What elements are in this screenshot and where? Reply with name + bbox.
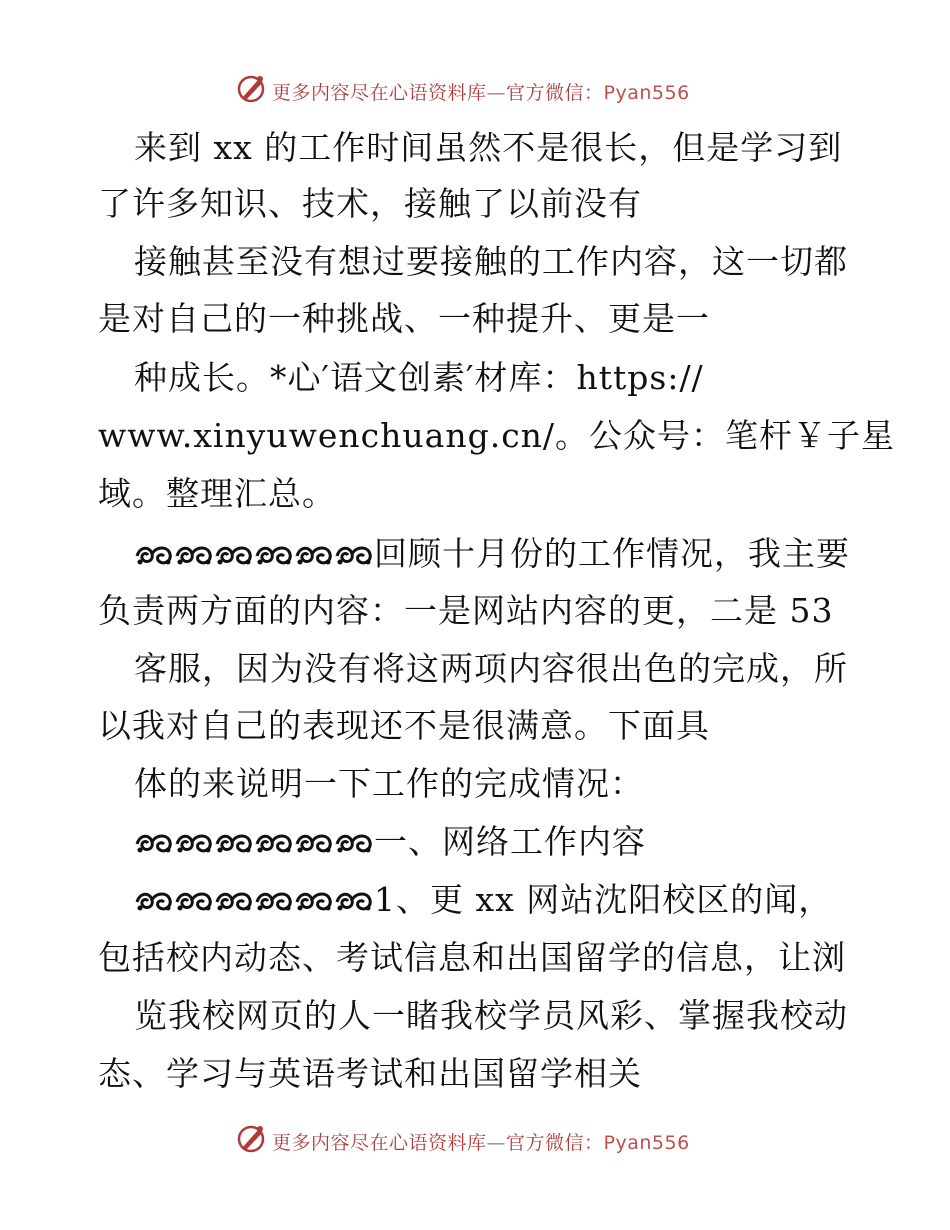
floral-dingbat-icon <box>134 534 174 573</box>
paragraph-line: 域。整理汇总。 <box>98 474 336 513</box>
paragraph-line: 包括校内动态、考试信息和出国留学的信息，让浏 <box>98 938 846 977</box>
floral-dingbat-icon <box>174 534 214 573</box>
pen-logo-icon <box>236 1122 268 1154</box>
paragraph-line: 是对自己的一种挑战、一种提升、更是一 <box>98 299 710 338</box>
floral-dingbat-icon <box>294 822 334 861</box>
floral-dingbat-icon <box>254 880 294 919</box>
floral-dingbat-icon <box>334 822 374 861</box>
ornament-row <box>134 822 374 861</box>
ornament-paragraph-line: 回顾十月份的工作情况，我主要 <box>134 534 850 574</box>
paragraph-line: 体的来说明一下工作的完成情况： <box>134 764 644 803</box>
floral-dingbat-icon <box>134 822 174 861</box>
floral-dingbat-icon <box>334 534 374 573</box>
paragraph-line: 来到 xx 的工作时间虽然不是很长，但是学习到 <box>134 128 843 167</box>
paragraph-line: www.xinyuwenchuang.cn/。公众号：笔杆￥子星 <box>98 416 896 455</box>
ornament-row <box>134 534 374 573</box>
paragraph-line: 种成长。*心′语文创素′材库：https:// <box>134 358 704 397</box>
pen-logo-icon <box>236 72 268 104</box>
paragraph-line: 了许多知识、技术，接触了以前没有 <box>98 184 642 223</box>
paragraph-line: 负责两方面的内容：一是网站内容的更，二是 53 <box>98 591 834 630</box>
ornament-paragraph-line: 1、更 xx 网站沈阳校区的闻， <box>134 880 832 920</box>
paragraph-line: 览我校网页的人一睹我校学员风彩、掌握我校动 <box>134 996 848 1035</box>
floral-dingbat-icon <box>294 880 334 919</box>
paragraph-line: 态、学习与英语考试和出国留学相关 <box>98 1054 642 1093</box>
ornament-heading-line: 一、网络工作内容 <box>134 822 646 862</box>
floral-dingbat-icon <box>254 822 294 861</box>
footer-text: 更多内容尽在心语资料库—官方微信：Pyan556 <box>272 1132 690 1154</box>
footer-watermark <box>0 1120 950 1160</box>
header-text: 更多内容尽在心语资料库—官方微信：Pyan556 <box>272 82 690 104</box>
paragraph-line: 客服，因为没有将这两项内容很出色的完成，所 <box>134 649 848 688</box>
floral-dingbat-icon <box>214 880 254 919</box>
paragraph-line: 接触甚至没有想过要接触的工作内容，这一切都 <box>134 242 848 281</box>
floral-dingbat-icon <box>174 822 214 861</box>
floral-dingbat-icon <box>214 534 254 573</box>
floral-dingbat-icon <box>254 534 294 573</box>
header-watermark <box>0 70 950 110</box>
floral-dingbat-icon <box>174 880 214 919</box>
ornament-row <box>134 880 374 919</box>
floral-dingbat-icon <box>134 880 174 919</box>
floral-dingbat-icon <box>214 822 254 861</box>
floral-dingbat-icon <box>334 880 374 919</box>
paragraph-line: 以我对自己的表现还不是很满意。下面具 <box>98 706 710 745</box>
floral-dingbat-icon <box>294 534 334 573</box>
